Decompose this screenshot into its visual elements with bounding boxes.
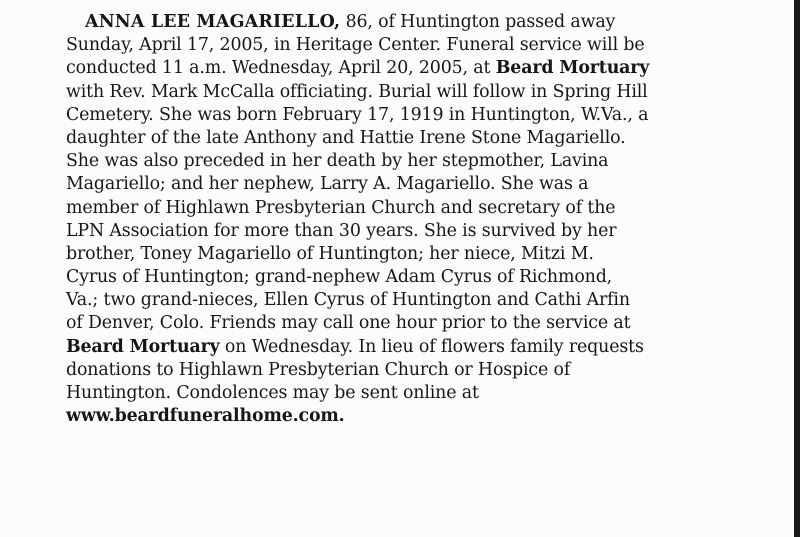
obituary-fragment: Cemetery. She was born February 17, 1919 in Huntington, W.Va., a: [66, 104, 649, 125]
obituary-fragment: Va.; two grand-nieces, Ellen Cyrus of Huntington and Cathi Arfin: [66, 290, 630, 311]
obituary-fragment: She was also preceded in her death by her stepmother, Lavina: [66, 151, 609, 172]
obituary-line: [66, 289, 731, 312]
obituary-fragment: of Denver, Colo. Friends may call one hour prior to the service at: [66, 313, 631, 334]
obituary-fragment: member of Highlawn Presbyterian Church and secretary of the: [66, 197, 616, 218]
obituary-line: [66, 104, 731, 127]
obituary-fragment: Cyrus of Huntington; grand-nephew Adam Cyrus of Richmond,: [66, 267, 613, 288]
obituary-line: [66, 150, 731, 173]
obituary-line: [66, 220, 731, 243]
bold-text: www.beardfuneralhome.com.: [66, 406, 345, 427]
obituary-fragment: with Rev. Mark McCalla officiating. Burial will follow in Spring Hill: [66, 81, 648, 102]
obituary-line: [66, 312, 731, 335]
obituary-line: [66, 57, 731, 80]
obituary-line: [66, 266, 731, 289]
obituary-line: [66, 405, 731, 428]
obituary-line: [66, 11, 731, 34]
obituary-fragment: daughter of the late Anthony and Hattie Irene Stone Magariello.: [66, 127, 626, 148]
obituary-fragment: donations to Highlawn Presbyterian Church or Hospice of: [66, 359, 571, 380]
obituary-fragment: LPN Association for more than 30 years. She is survived by her: [66, 220, 617, 241]
obituary-fragment: brother, Toney Magariello of Huntington; her niece, Mitzi M.: [66, 243, 594, 264]
obituary-line: [66, 127, 731, 150]
obituary-fragment: Sunday, April 17, 2005, in Heritage Center. Funeral service will be: [66, 35, 645, 56]
obituary-fragment: conducted 11 a.m. Wednesday, April 20, 2005, at: [66, 58, 496, 79]
obituary-fragment: Huntington. Condolences may be sent online at: [66, 383, 479, 403]
obituary-fragment: Magariello; and her nephew, Larry A. Magariello. She was a: [66, 174, 589, 195]
scan-edge: [794, 0, 800, 537]
obituary-line: [66, 197, 731, 220]
obituary-line: [66, 382, 731, 405]
obituary-line: [66, 359, 731, 382]
obituary-fragment: 86, of Huntington passed away: [340, 12, 616, 32]
bold-text: Beard Mortuary: [495, 58, 650, 79]
obituary-line: [66, 173, 731, 196]
deceased-name: ANNA LEE MAGARIELLO,: [85, 12, 341, 32]
obituary-line: [66, 34, 731, 57]
obituary-line: [66, 243, 731, 266]
obituary-fragment: on Wednesday. In lieu of flowers family requests: [219, 336, 644, 357]
obituary-line: [66, 336, 731, 359]
bold-text: Beard Mortuary: [66, 336, 220, 357]
obituary-line: [66, 81, 731, 104]
obituary-text: [66, 11, 731, 428]
